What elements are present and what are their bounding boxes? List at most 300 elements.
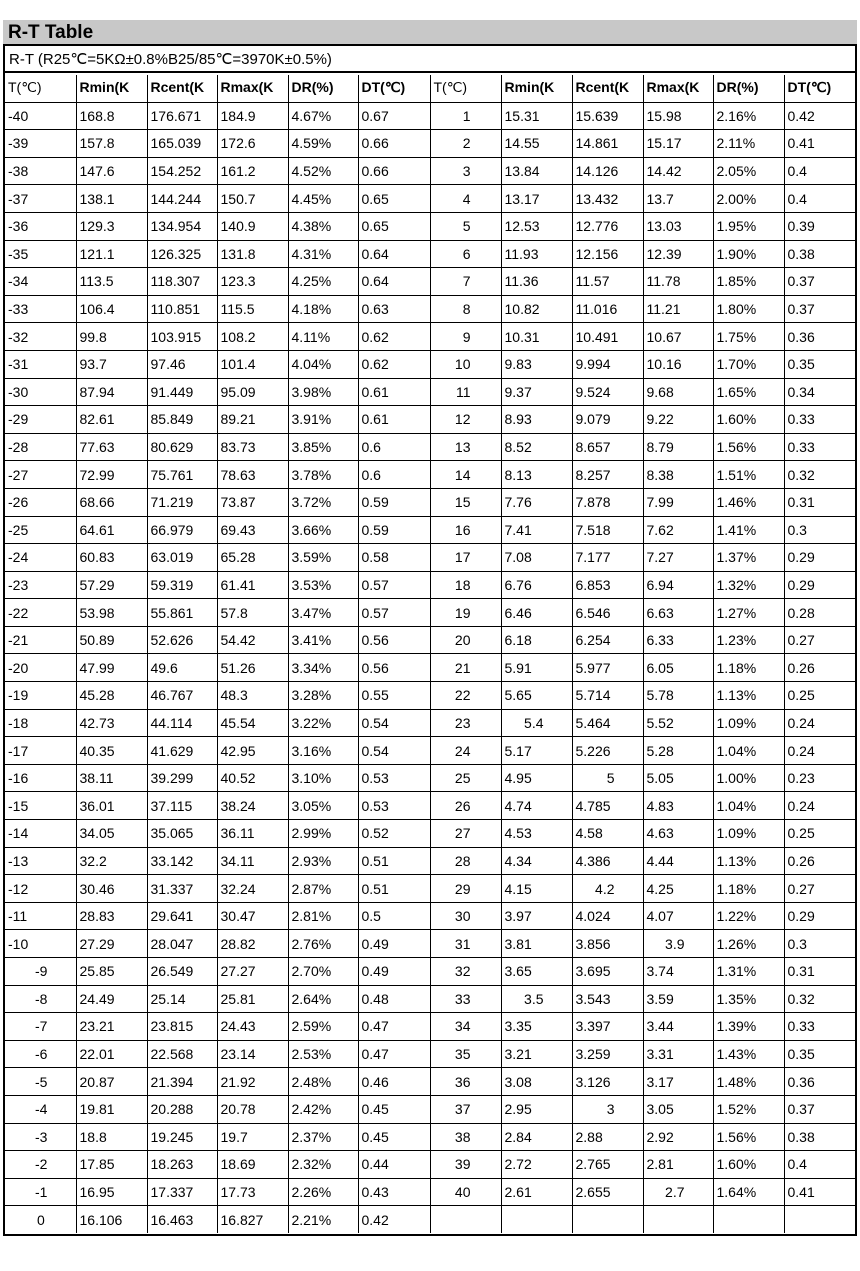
table-row <box>5 1123 855 1151</box>
cell-rmax2: 3.31 <box>643 1040 713 1068</box>
cell-rcent2: 7.518 <box>572 516 643 544</box>
cell-dt2: 0.29 <box>784 544 855 572</box>
cell-dr2: 1.37% <box>713 544 784 572</box>
cell-rmax: 36.11 <box>217 820 288 848</box>
cell-rmax: 30.47 <box>217 902 288 930</box>
cell-t2: 27 <box>430 820 501 848</box>
cell-dr2 <box>713 1206 784 1233</box>
cell-rcent2: 14.861 <box>572 130 643 158</box>
cell-t2: 5 <box>430 212 501 240</box>
cell-t2: 8 <box>430 295 501 323</box>
cell-t: -39 <box>5 130 76 158</box>
cell-rmax2: 6.33 <box>643 626 713 654</box>
cell-dt2: 0.25 <box>784 682 855 710</box>
cell-dr: 3.53% <box>288 571 358 599</box>
cell-rmax: 51.26 <box>217 654 288 682</box>
cell-rmax: 48.3 <box>217 682 288 710</box>
cell-rmin2: 4.34 <box>501 847 572 875</box>
table-row <box>5 1151 855 1179</box>
cell-dr2: 1.48% <box>713 1068 784 1096</box>
cell-t: -1 <box>5 1178 76 1206</box>
table-row <box>5 1013 855 1041</box>
cell-dr2: 1.18% <box>713 875 784 903</box>
cell-dr2: 1.23% <box>713 626 784 654</box>
cell-t2: 23 <box>430 709 501 737</box>
cell-rcent: 44.114 <box>147 709 217 737</box>
cell-rcent: 66.979 <box>147 516 217 544</box>
cell-dt2: 0.4 <box>784 157 855 185</box>
cell-dr: 4.59% <box>288 130 358 158</box>
cell-t2: 32 <box>430 958 501 986</box>
cell-rmin: 16.106 <box>76 1206 147 1233</box>
cell-dr2: 1.75% <box>713 323 784 351</box>
cell-rmin2: 6.46 <box>501 599 572 627</box>
cell-rcent2 <box>572 1206 643 1233</box>
cell-rcent: 165.039 <box>147 130 217 158</box>
cell-t: -4 <box>5 1095 76 1123</box>
cell-rmax: 131.8 <box>217 240 288 268</box>
cell-rcent: 71.219 <box>147 488 217 516</box>
cell-rmax2: 11.78 <box>643 268 713 296</box>
cell-dr2: 1.85% <box>713 268 784 296</box>
cell-dt: 0.52 <box>358 820 430 848</box>
cell-rcent: 25.14 <box>147 985 217 1013</box>
cell-t2: 39 <box>430 1151 501 1179</box>
cell-dr: 4.45% <box>288 185 358 213</box>
cell-dr: 4.38% <box>288 212 358 240</box>
cell-dr2: 1.00% <box>713 764 784 792</box>
cell-dt: 0.56 <box>358 654 430 682</box>
header-rmin: Rmin(K <box>76 75 147 102</box>
cell-dr2: 1.65% <box>713 378 784 406</box>
rt-table-body <box>5 75 855 1233</box>
cell-rmax2 <box>643 1206 713 1233</box>
cell-t2: 24 <box>430 737 501 765</box>
cell-rcent2: 3 <box>572 1095 643 1123</box>
cell-rmin2: 3.08 <box>501 1068 572 1096</box>
cell-dr2: 2.05% <box>713 157 784 185</box>
cell-rcent: 18.263 <box>147 1151 217 1179</box>
table-row <box>5 792 855 820</box>
cell-dr: 4.52% <box>288 157 358 185</box>
cell-dr2: 1.39% <box>713 1013 784 1041</box>
cell-dt: 0.43 <box>358 1178 430 1206</box>
cell-dt2: 0.24 <box>784 792 855 820</box>
cell-dt: 0.44 <box>358 1151 430 1179</box>
cell-rmax2: 10.67 <box>643 323 713 351</box>
cell-dr: 2.81% <box>288 902 358 930</box>
cell-rcent: 28.047 <box>147 930 217 958</box>
cell-rcent: 85.849 <box>147 406 217 434</box>
cell-dr2: 1.13% <box>713 847 784 875</box>
cell-rcent: 49.6 <box>147 654 217 682</box>
cell-dt2: 0.33 <box>784 433 855 461</box>
cell-rmin: 138.1 <box>76 185 147 213</box>
cell-rcent: 59.319 <box>147 571 217 599</box>
cell-rcent2: 4.386 <box>572 847 643 875</box>
cell-rcent2: 11.57 <box>572 268 643 296</box>
header-dt: DT(℃) <box>358 75 430 102</box>
table-row <box>5 212 855 240</box>
cell-rmax: 61.41 <box>217 571 288 599</box>
cell-rmin2: 6.18 <box>501 626 572 654</box>
cell-rmax2: 5.52 <box>643 709 713 737</box>
cell-rmax: 32.24 <box>217 875 288 903</box>
cell-rcent2: 11.016 <box>572 295 643 323</box>
cell-rmin2: 3.5 <box>501 985 572 1013</box>
cell-rmax: 27.27 <box>217 958 288 986</box>
cell-rcent2: 12.156 <box>572 240 643 268</box>
table-row <box>5 1206 855 1233</box>
cell-dt: 0.59 <box>358 516 430 544</box>
cell-t2: 35 <box>430 1040 501 1068</box>
cell-rmin2: 3.21 <box>501 1040 572 1068</box>
cell-rmin2: 9.37 <box>501 378 572 406</box>
table-row <box>5 1040 855 1068</box>
cell-rmin2: 14.55 <box>501 130 572 158</box>
cell-rcent2: 2.655 <box>572 1178 643 1206</box>
cell-dt: 0.56 <box>358 626 430 654</box>
cell-rcent2: 2.88 <box>572 1123 643 1151</box>
cell-rmax: 38.24 <box>217 792 288 820</box>
cell-rmax2: 7.27 <box>643 544 713 572</box>
cell-dt: 0.59 <box>358 488 430 516</box>
cell-t2: 25 <box>430 764 501 792</box>
cell-rmin: 106.4 <box>76 295 147 323</box>
cell-t2: 30 <box>430 902 501 930</box>
cell-t: -26 <box>5 488 76 516</box>
cell-t2: 11 <box>430 378 501 406</box>
cell-rcent: 19.245 <box>147 1123 217 1151</box>
header-t: T(℃) <box>5 75 76 102</box>
cell-rmax2: 7.62 <box>643 516 713 544</box>
cell-dr2: 1.90% <box>713 240 784 268</box>
cell-rcent: 103.915 <box>147 323 217 351</box>
table-row <box>5 378 855 406</box>
header-rcent2: Rcent(K <box>572 75 643 102</box>
cell-dr: 4.11% <box>288 323 358 351</box>
cell-dt: 0.57 <box>358 599 430 627</box>
cell-rmax: 161.2 <box>217 157 288 185</box>
cell-dr: 3.05% <box>288 792 358 820</box>
cell-dr2: 1.35% <box>713 985 784 1013</box>
header-rmax2: Rmax(K <box>643 75 713 102</box>
cell-dt: 0.61 <box>358 406 430 434</box>
cell-dr: 3.98% <box>288 378 358 406</box>
cell-rcent2: 4.2 <box>572 875 643 903</box>
cell-dt2: 0.23 <box>784 764 855 792</box>
cell-dt: 0.49 <box>358 958 430 986</box>
cell-dr: 2.64% <box>288 985 358 1013</box>
cell-rcent: 63.019 <box>147 544 217 572</box>
cell-dt2: 0.29 <box>784 571 855 599</box>
cell-dr2: 1.95% <box>713 212 784 240</box>
cell-rmax: 57.8 <box>217 599 288 627</box>
cell-dt2: 0.27 <box>784 626 855 654</box>
cell-t2: 19 <box>430 599 501 627</box>
cell-rmax: 18.69 <box>217 1151 288 1179</box>
cell-rmin2: 10.82 <box>501 295 572 323</box>
cell-dr2: 1.46% <box>713 488 784 516</box>
table-row <box>5 1095 855 1123</box>
cell-t: -5 <box>5 1068 76 1096</box>
cell-t2: 29 <box>430 875 501 903</box>
cell-rmax: 19.7 <box>217 1123 288 1151</box>
cell-rmin: 47.99 <box>76 654 147 682</box>
cell-t: -36 <box>5 212 76 240</box>
table-subtitle: R-T (R25℃=5KΩ±0.8%B25/85℃=3970K±0.5%) <box>5 46 855 73</box>
cell-rmin: 50.89 <box>76 626 147 654</box>
table-row <box>5 295 855 323</box>
cell-rcent2: 3.126 <box>572 1068 643 1096</box>
cell-dt2: 0.27 <box>784 875 855 903</box>
cell-dt: 0.47 <box>358 1040 430 1068</box>
cell-rmin: 23.21 <box>76 1013 147 1041</box>
cell-t: -19 <box>5 682 76 710</box>
cell-rcent2: 7.177 <box>572 544 643 572</box>
cell-dt: 0.6 <box>358 433 430 461</box>
cell-rmax: 34.11 <box>217 847 288 875</box>
cell-rmax2: 3.44 <box>643 1013 713 1041</box>
table-row <box>5 654 855 682</box>
cell-rmin: 32.2 <box>76 847 147 875</box>
cell-t: -40 <box>5 102 76 130</box>
cell-rmax2: 3.17 <box>643 1068 713 1096</box>
cell-rmin2: 5.4 <box>501 709 572 737</box>
cell-rmax: 40.52 <box>217 764 288 792</box>
cell-dr: 3.16% <box>288 737 358 765</box>
cell-rmax2: 5.05 <box>643 764 713 792</box>
cell-dt2: 0.37 <box>784 268 855 296</box>
cell-dr: 2.21% <box>288 1206 358 1233</box>
cell-dt2: 0.28 <box>784 599 855 627</box>
cell-rmax: 108.2 <box>217 323 288 351</box>
cell-rmin: 113.5 <box>76 268 147 296</box>
cell-rmax2: 5.78 <box>643 682 713 710</box>
cell-rmax: 16.827 <box>217 1206 288 1233</box>
cell-rmax: 150.7 <box>217 185 288 213</box>
cell-rcent: 80.629 <box>147 433 217 461</box>
cell-rmin2: 8.52 <box>501 433 572 461</box>
cell-rcent2: 5.714 <box>572 682 643 710</box>
cell-dt2: 0.35 <box>784 350 855 378</box>
table-row <box>5 433 855 461</box>
header-row <box>5 75 855 102</box>
table-row <box>5 820 855 848</box>
cell-rcent: 20.288 <box>147 1095 217 1123</box>
cell-rmax: 54.42 <box>217 626 288 654</box>
header-rcent: Rcent(K <box>147 75 217 102</box>
cell-rmax2: 10.16 <box>643 350 713 378</box>
cell-t: -38 <box>5 157 76 185</box>
table-row <box>5 875 855 903</box>
cell-rmin: 129.3 <box>76 212 147 240</box>
cell-dr2: 1.56% <box>713 1123 784 1151</box>
cell-t: -3 <box>5 1123 76 1151</box>
cell-dt2: 0.41 <box>784 1178 855 1206</box>
cell-rmax: 42.95 <box>217 737 288 765</box>
cell-rcent2: 6.546 <box>572 599 643 627</box>
cell-t2: 13 <box>430 433 501 461</box>
cell-rmax2: 6.63 <box>643 599 713 627</box>
cell-rmax: 140.9 <box>217 212 288 240</box>
table-row <box>5 682 855 710</box>
cell-dt2: 0.4 <box>784 185 855 213</box>
cell-rmin2: 4.95 <box>501 764 572 792</box>
cell-dt: 0.63 <box>358 295 430 323</box>
table-row <box>5 902 855 930</box>
cell-rmin2: 13.84 <box>501 157 572 185</box>
cell-dt2: 0.24 <box>784 737 855 765</box>
cell-rmin2: 3.65 <box>501 958 572 986</box>
cell-rmin2: 4.53 <box>501 820 572 848</box>
cell-dt2: 0.31 <box>784 488 855 516</box>
cell-rmin2: 4.74 <box>501 792 572 820</box>
cell-t2: 16 <box>430 516 501 544</box>
cell-rmax: 83.73 <box>217 433 288 461</box>
cell-dr: 4.31% <box>288 240 358 268</box>
cell-dt2: 0.24 <box>784 709 855 737</box>
cell-rmax: 45.54 <box>217 709 288 737</box>
table-row <box>5 599 855 627</box>
cell-dr2: 1.26% <box>713 930 784 958</box>
cell-rmin2: 11.36 <box>501 268 572 296</box>
cell-rmin: 60.83 <box>76 544 147 572</box>
table-row <box>5 764 855 792</box>
cell-rcent: 21.394 <box>147 1068 217 1096</box>
cell-rmin: 19.81 <box>76 1095 147 1123</box>
cell-rmin2: 3.97 <box>501 902 572 930</box>
cell-dt2: 0.36 <box>784 323 855 351</box>
table-row <box>5 185 855 213</box>
cell-rmin2: 4.15 <box>501 875 572 903</box>
cell-dt: 0.5 <box>358 902 430 930</box>
cell-rmax: 115.5 <box>217 295 288 323</box>
cell-rcent2: 6.254 <box>572 626 643 654</box>
cell-rmin2 <box>501 1206 572 1233</box>
header-dr2: DR(%) <box>713 75 784 102</box>
cell-dt2: 0.38 <box>784 240 855 268</box>
cell-rcent: 154.252 <box>147 157 217 185</box>
cell-rmax2: 8.79 <box>643 433 713 461</box>
cell-rmin2: 11.93 <box>501 240 572 268</box>
cell-rmin: 157.8 <box>76 130 147 158</box>
cell-rmax: 73.87 <box>217 488 288 516</box>
cell-t2: 28 <box>430 847 501 875</box>
cell-rcent: 144.244 <box>147 185 217 213</box>
cell-t2: 7 <box>430 268 501 296</box>
cell-dr2: 1.04% <box>713 737 784 765</box>
cell-rmax: 23.14 <box>217 1040 288 1068</box>
cell-dt: 0.45 <box>358 1095 430 1123</box>
cell-rmax: 95.09 <box>217 378 288 406</box>
table-row <box>5 130 855 158</box>
cell-dr2: 1.27% <box>713 599 784 627</box>
cell-dt: 0.62 <box>358 323 430 351</box>
cell-dr: 2.53% <box>288 1040 358 1068</box>
cell-dt2: 0.33 <box>784 1013 855 1041</box>
cell-t: -17 <box>5 737 76 765</box>
cell-rcent2: 3.397 <box>572 1013 643 1041</box>
cell-t: -9 <box>5 958 76 986</box>
cell-dr: 2.32% <box>288 1151 358 1179</box>
cell-rmax2: 11.21 <box>643 295 713 323</box>
cell-rmin2: 2.72 <box>501 1151 572 1179</box>
cell-rcent: 52.626 <box>147 626 217 654</box>
cell-t2: 38 <box>430 1123 501 1151</box>
cell-rcent2: 4.024 <box>572 902 643 930</box>
cell-t2: 12 <box>430 406 501 434</box>
cell-t2: 10 <box>430 350 501 378</box>
cell-rcent2: 3.543 <box>572 985 643 1013</box>
page-title: R-T Table <box>8 22 94 43</box>
cell-rmax2: 3.74 <box>643 958 713 986</box>
cell-dt: 0.64 <box>358 240 430 268</box>
cell-dr2: 1.70% <box>713 350 784 378</box>
cell-rmax: 25.81 <box>217 985 288 1013</box>
cell-rcent2: 7.878 <box>572 488 643 516</box>
cell-rmax2: 8.38 <box>643 461 713 489</box>
cell-rcent2: 10.491 <box>572 323 643 351</box>
cell-rmin: 17.85 <box>76 1151 147 1179</box>
cell-rmin2: 3.81 <box>501 930 572 958</box>
cell-dt2: 0.3 <box>784 930 855 958</box>
cell-t: -33 <box>5 295 76 323</box>
cell-rmin2: 5.91 <box>501 654 572 682</box>
cell-rmax2: 7.99 <box>643 488 713 516</box>
cell-rcent: 176.671 <box>147 102 217 130</box>
cell-dr: 2.59% <box>288 1013 358 1041</box>
cell-dr: 3.22% <box>288 709 358 737</box>
cell-rmax2: 2.81 <box>643 1151 713 1179</box>
cell-t2: 22 <box>430 682 501 710</box>
cell-t: -30 <box>5 378 76 406</box>
cell-rmin2: 13.17 <box>501 185 572 213</box>
cell-rcent: 23.815 <box>147 1013 217 1041</box>
cell-t2: 34 <box>430 1013 501 1041</box>
cell-t: -37 <box>5 185 76 213</box>
cell-rmax2: 4.83 <box>643 792 713 820</box>
cell-t2: 40 <box>430 1178 501 1206</box>
cell-rmin: 16.95 <box>76 1178 147 1206</box>
table-row <box>5 461 855 489</box>
cell-dr: 2.48% <box>288 1068 358 1096</box>
cell-rmin: 20.87 <box>76 1068 147 1096</box>
cell-rmax2: 15.98 <box>643 102 713 130</box>
cell-t: -22 <box>5 599 76 627</box>
cell-rmin2: 5.65 <box>501 682 572 710</box>
cell-rmax: 89.21 <box>217 406 288 434</box>
cell-dr: 2.26% <box>288 1178 358 1206</box>
cell-dr: 3.34% <box>288 654 358 682</box>
cell-dr2: 1.52% <box>713 1095 784 1123</box>
cell-rmin: 42.73 <box>76 709 147 737</box>
cell-dt: 0.58 <box>358 544 430 572</box>
cell-t2: 6 <box>430 240 501 268</box>
cell-dt: 0.55 <box>358 682 430 710</box>
cell-dt: 0.51 <box>358 847 430 875</box>
cell-dr2: 1.09% <box>713 709 784 737</box>
cell-t2: 9 <box>430 323 501 351</box>
table-row <box>5 240 855 268</box>
cell-rmin: 82.61 <box>76 406 147 434</box>
cell-rmin: 24.49 <box>76 985 147 1013</box>
cell-rmin2: 8.93 <box>501 406 572 434</box>
cell-rcent2: 4.785 <box>572 792 643 820</box>
cell-dr2: 2.16% <box>713 102 784 130</box>
header-dr: DR(%) <box>288 75 358 102</box>
cell-dt: 0.66 <box>358 130 430 158</box>
